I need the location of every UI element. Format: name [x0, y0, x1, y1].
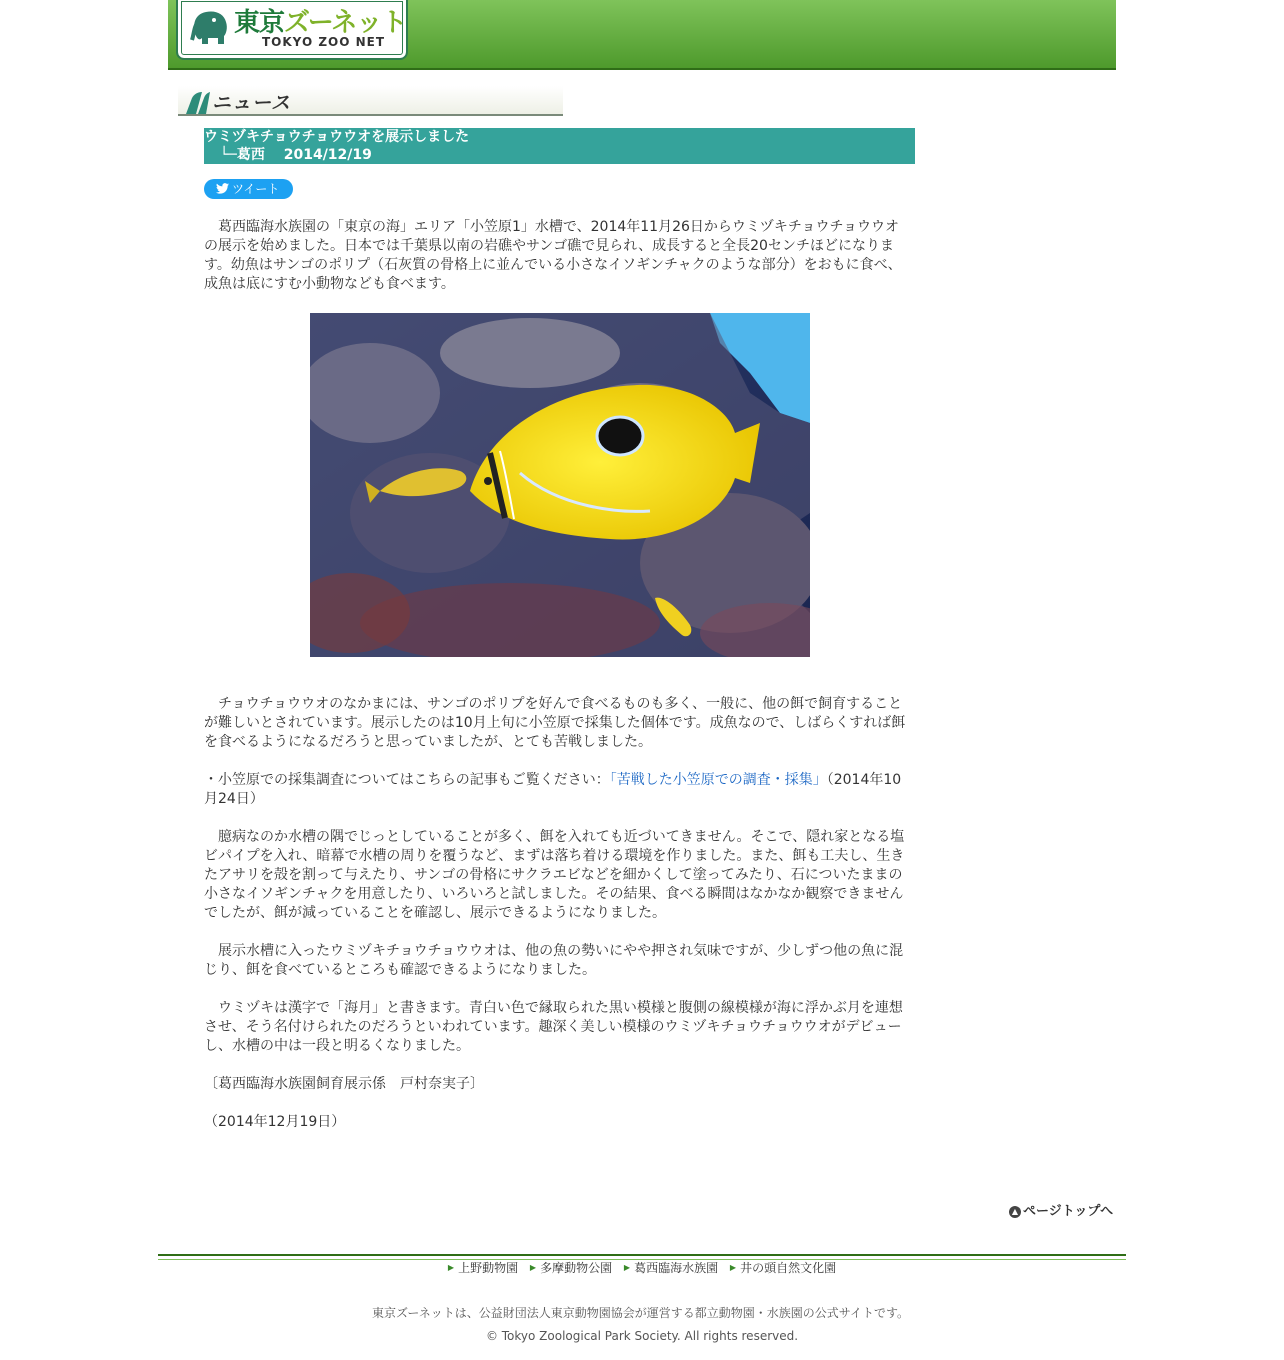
- article-paragraph-1: 葛西臨海水族園の「東京の海」エリア「小笠原1」水槽で、2014年11月26日からウミヅキチョウチョウウオの展示を始めました。日本では千葉県以南の岩礁やサンゴ礁で見られ、成長すると全長20センチほどになります。幼魚はサンゴのポリプ（石灰質の骨格上に並んでいる小さなイソギンチャクのような部分）をおもに食べ、成魚は底にすむ小動物なども食べます。: [204, 219, 902, 292]
- arrow-up-icon: ▲: [1009, 1206, 1021, 1218]
- footer-nav: [0, 1259, 1284, 1276]
- footer-link-inokashira[interactable]: ▶ 井の頭自然文化園: [729, 1261, 837, 1275]
- page-top-link[interactable]: [1009, 1200, 1113, 1219]
- page-top-label: ページトップへ: [1023, 1204, 1114, 1219]
- site-logo[interactable]: [176, 0, 408, 60]
- slash-decoration-icon: [178, 92, 210, 114]
- tweet-label: ツイート: [232, 182, 280, 196]
- related-article-prefix: ・小笠原での採集調査についてはこちらの記事もご覧ください：: [204, 772, 610, 788]
- footer-link-tama[interactable]: ▶ 多摩動物公園: [529, 1261, 613, 1275]
- article-date: （2014年12月19日）: [204, 1114, 346, 1130]
- article-paragraph-4: 臆病なのか水槽の隅でじっとしていることが多く、餌を入れても近づいてきません。そこで、隠れ家となる塩ビパイプを入れ、暗幕で水槽の周りを覆うなど、まずは落ち着ける環境を作りました。また、餌も工夫し、生きたアサリを殻を割って与えたり、サンゴの骨格にサクラエビなどを細かくして塗ってみたり、石についたままの小さなイソギンチャクを用意したり、いろいろと試しました。その結果、食べる瞬間はなかなか観察できませんでしたが、餌が減っていることを確認し、展示できるようになりました。: [204, 829, 905, 921]
- logo-text-en: TOKYO ZOO NET: [262, 35, 386, 49]
- article-paragraph-2: チョウチョウウオのなかまには、サンゴのポリプを好んで食べるものも多く、一般に、他の餌で飼育することが難しいとされています。展示したのは10月上旬に小笠原で採集した個体です。成魚なので、しばらくすれば餌を食べるようになるだろうと思っていましたが、とても苦戦しました。: [204, 696, 906, 750]
- footer-link-kasai[interactable]: ▶ 葛西臨海水族園: [623, 1261, 719, 1275]
- news-title-bar: [204, 128, 915, 164]
- fish-photo: [310, 313, 810, 657]
- article-paragraph-5: 展示水槽に入ったウミヅキチョウチョウウオは、他の魚の勢いにやや押され気味ですが、少しずつ他の魚に混じり、餌を食べているところも確認できるようになりました。: [204, 943, 904, 978]
- article-location-date: └─葛西 2014/12/19: [220, 147, 372, 163]
- triangle-icon: ▶: [529, 1263, 537, 1272]
- related-article-date: （2014年10月24日）: [204, 772, 902, 807]
- article-paragraph-6: ウミヅキは漢字で「海月」と書きます。青白い色で縁取られた黒い模様と腹側の線模様が海に浮かぶ月を連想させ、そう名付けられたのだろうといわれています。趣深く美しい模様のウミヅキチョウチョウウオがデビューし、水槽の中は一段と明るくなりました。: [204, 1000, 903, 1054]
- tweet-button[interactable]: [204, 179, 293, 199]
- triangle-icon: ▶: [623, 1263, 631, 1272]
- footer-description: 東京ズーネットは、公益財団法人東京動物園協会が運営する都立動物園・水族園の公式サイトです。: [372, 1306, 910, 1320]
- twitter-bird-icon: [216, 183, 229, 194]
- article-title: ウミヅキチョウチョウウオを展示しました: [204, 129, 470, 145]
- triangle-icon: ▶: [447, 1263, 455, 1272]
- copyright: © Tokyo Zoological Park Society. All rights reserved.: [485, 1329, 799, 1343]
- article-paragraph-3: [204, 771, 912, 809]
- article-author: 〔葛西臨海水族園飼育展示係 戸村奈実子〕: [204, 1076, 484, 1092]
- site-header: [168, 0, 1116, 70]
- section-heading: [178, 86, 563, 116]
- related-article-link[interactable]: 「苦戦した小笠原での調査・採集」: [609, 772, 827, 788]
- logo-text-jp: 東京ズーネット: [234, 8, 407, 38]
- footer-link-ueno[interactable]: ▶ 上野動物園: [447, 1261, 519, 1275]
- elephant-icon: [190, 6, 232, 46]
- section-title: ニュース: [212, 92, 292, 114]
- triangle-icon: ▶: [729, 1263, 737, 1272]
